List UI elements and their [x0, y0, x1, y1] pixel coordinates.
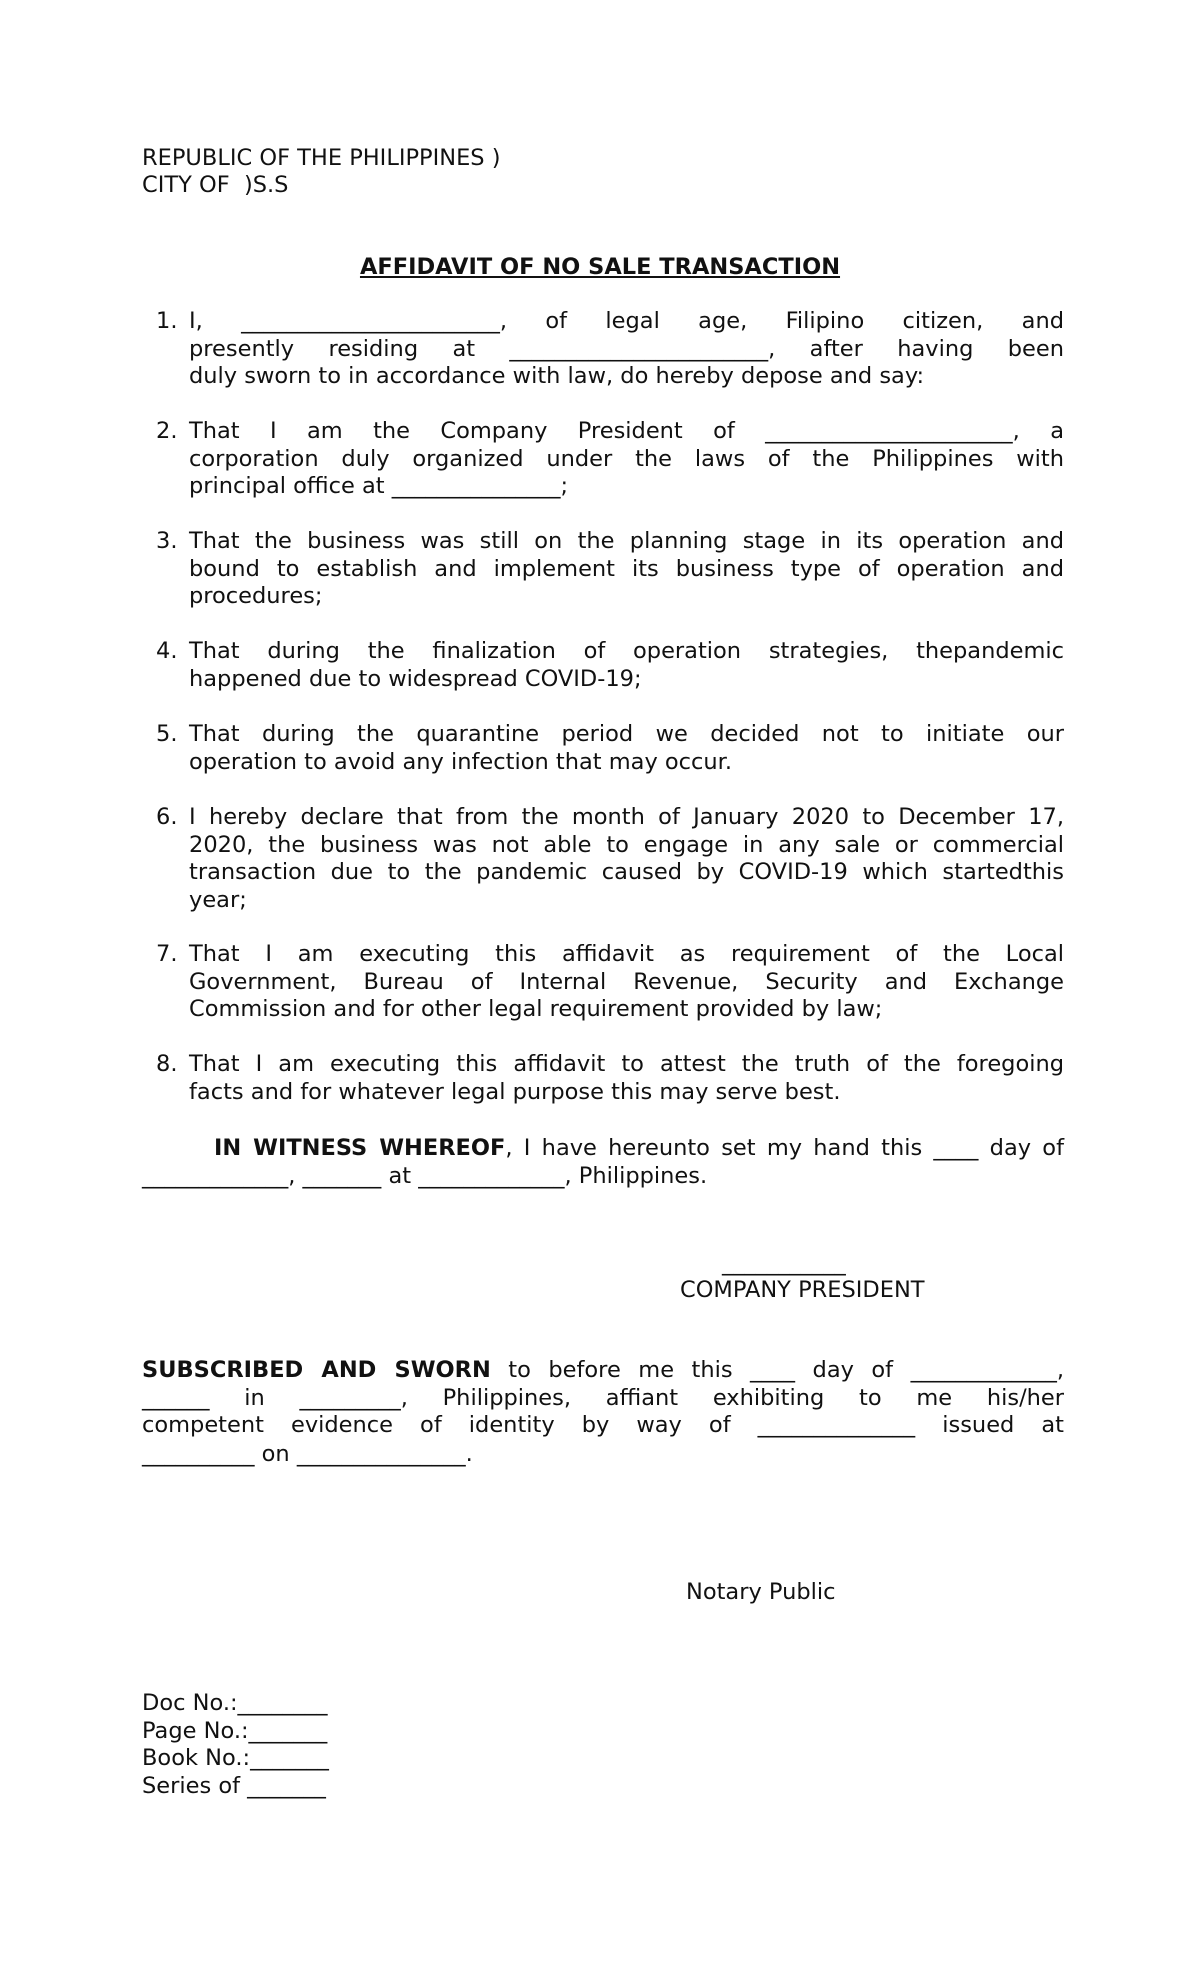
item-line: facts and for whatever legal purpose this may serve best.: [189, 1078, 841, 1105]
item-number: 4.: [156, 638, 178, 664]
item-line: bound to establish and implement its business type of operation and: [189, 555, 1064, 582]
item-line: procedures;: [189, 583, 323, 609]
item-line: That during the quarantine period we decided not to initiate our: [189, 721, 1064, 747]
item-number: 3.: [156, 528, 178, 554]
item-line: duly sworn to in accordance with law, do hereby depose and say:: [189, 363, 925, 389]
witness-line-2: _____________, _______ at _____________, Philippines.: [142, 1163, 708, 1189]
list-item: [156, 308, 1064, 391]
document-title: AFFIDAVIT OF NO SALE TRANSACTION: [359, 254, 841, 280]
item-line: That I am the Company President of ______________________, a: [189, 418, 1064, 444]
item-line: Commission and for other legal requirement provided by law;: [189, 996, 883, 1022]
header-city: CITY OF )S.S: [142, 172, 289, 198]
sworn-line-4: __________ on _______________.: [142, 1441, 473, 1467]
item-line: That I am executing this affidavit to attest the truth of the foregoing: [189, 1051, 1064, 1077]
item-line: 2020, the business was not able to engage in any sale or commercial: [189, 831, 1064, 858]
sworn-rest: to before me this ____ day of _____________,: [490, 1357, 1064, 1383]
item-line: I hereby declare that from the month of January 2020 to December 17,: [189, 804, 1064, 830]
item-line: Government, Bureau of Internal Revenue, Security and Exchange: [189, 968, 1064, 995]
sworn-line-3: competent evidence of identity by way of ______________ issued at: [142, 1412, 1064, 1438]
page-number: Page No.:_______: [142, 1718, 328, 1744]
witness-bold: IN WITNESS WHEREOF: [214, 1135, 506, 1161]
item-line: year;: [189, 886, 247, 913]
series-number: Series of _______: [142, 1773, 326, 1799]
item-number: 1.: [156, 308, 178, 334]
item-number: 5.: [156, 721, 178, 747]
notary-label: Notary Public: [686, 1579, 836, 1605]
witness-line-1: [214, 1134, 1064, 1162]
list-item: [156, 941, 1064, 1024]
sworn-line-1: [142, 1357, 1064, 1385]
item-line: principal office at _______________;: [189, 473, 569, 499]
header-republic: REPUBLIC OF THE PHILIPPINES ): [142, 145, 501, 171]
list-item: [156, 1051, 1064, 1106]
list-item: [156, 804, 1064, 914]
item-line: transaction due to the pandemic caused by COVID-19 which startedthis: [189, 859, 1064, 885]
item-line: That the business was still on the planning stage in its operation and: [189, 528, 1064, 554]
item-number: 6.: [156, 804, 178, 830]
signature-label: COMPANY PRESIDENT: [680, 1277, 925, 1303]
item-line: corporation duly organized under the laws of the Philippines with: [189, 445, 1064, 472]
list-item: [156, 528, 1064, 611]
item-number: 8.: [156, 1051, 178, 1077]
signature-line: ___________: [722, 1250, 846, 1276]
sworn-line-2: ______ in _________, Philippines, affiant exhibiting to me his/her: [142, 1385, 1064, 1411]
book-number: Book No.:_______: [142, 1745, 329, 1771]
item-number: 2.: [156, 418, 178, 444]
item-line: presently residing at _______________________, after having been: [189, 335, 1064, 362]
item-line: That during the finalization of operation strategies, thepandemic: [189, 638, 1064, 664]
sworn-bold: SUBSCRIBED AND SWORN: [142, 1357, 491, 1383]
list-item: [156, 418, 1064, 501]
item-line: That I am executing this affidavit as requirement of the Local: [189, 941, 1064, 967]
item-number: 7.: [156, 941, 178, 967]
witness-rest: , I have hereunto set my hand this ____ day of: [505, 1135, 1064, 1161]
item-line: happened due to widespread COVID-19;: [189, 665, 642, 692]
list-item: [156, 638, 1064, 693]
doc-number: Doc No.:________: [142, 1690, 328, 1716]
item-line: operation to avoid any infection that may occur.: [189, 748, 733, 775]
list-item: [156, 721, 1064, 776]
item-line: I, _______________________, of legal age, Filipino citizen, and: [189, 308, 1064, 334]
